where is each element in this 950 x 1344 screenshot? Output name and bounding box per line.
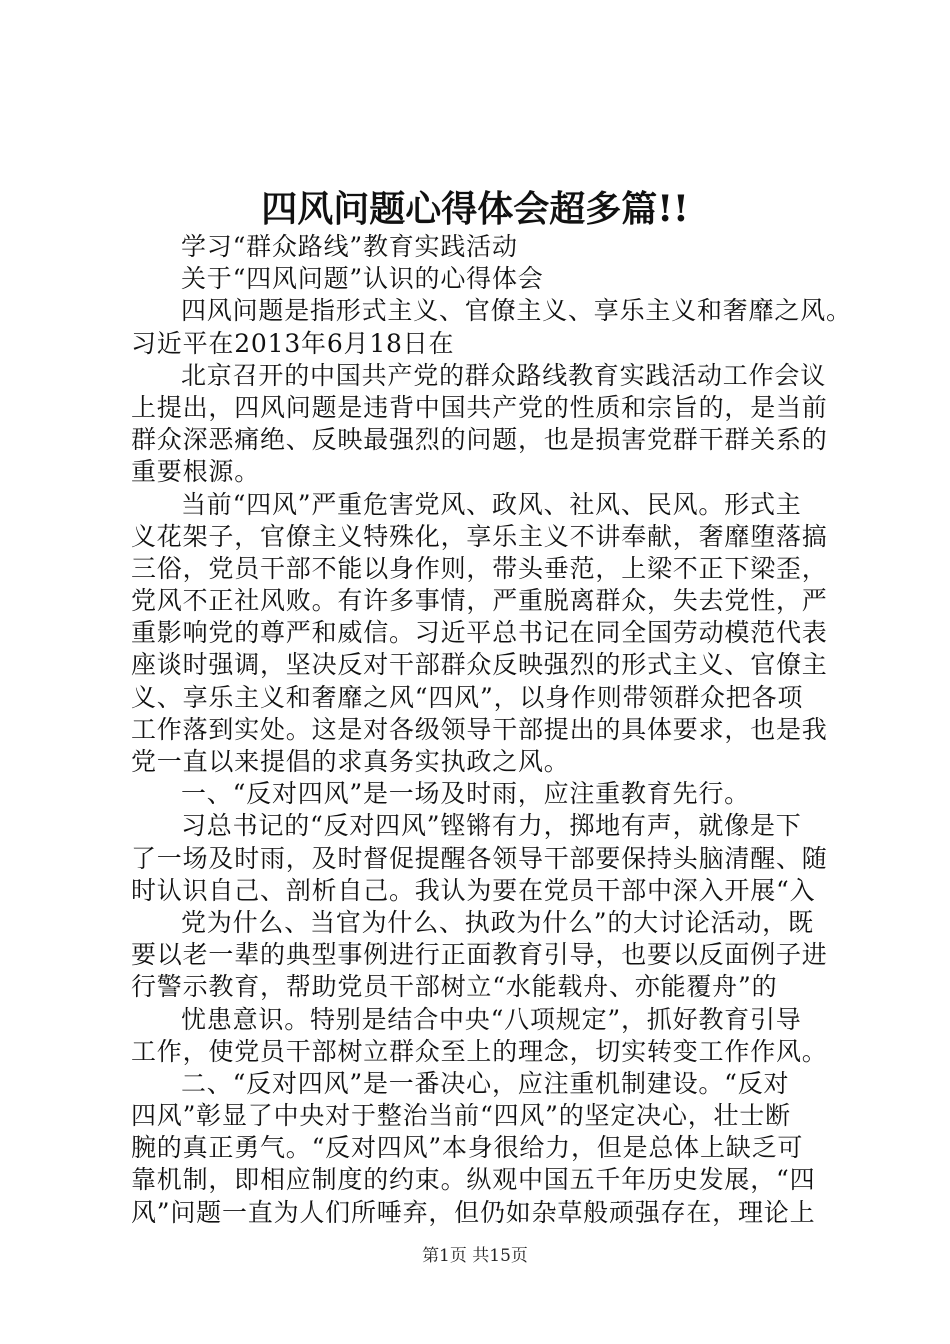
text-line: 行警示教育，帮助党员干部树立“水能载舟、亦能覆舟”的 xyxy=(131,972,778,1002)
text-line: 二、“反对四风”是一番决心，应注重机制建设。“反对 xyxy=(181,1068,790,1098)
text-line: 党风不正社风败。有许多事情，严重脱离群众，失去党性，严 xyxy=(131,586,828,616)
text-line: 群众深恶痛绝、反映最强烈的问题，也是损害党群干群关系的 xyxy=(131,425,828,455)
text-line: 三俗，党员干部不能以身作则，带头垂范，上梁不正下梁歪， xyxy=(131,553,828,583)
page-footer: 第1页 共15页 xyxy=(422,1246,528,1266)
document-body xyxy=(131,231,852,1229)
text-line: 靠机制，即相应制度的约束。纵观中国五千年历史发展，“四 xyxy=(131,1165,816,1195)
text-line: 党一直以来提倡的求真务实执政之风。 xyxy=(131,747,570,776)
text-line: 工作落到实处。这是对各级领导干部提出的具体要求，也是我 xyxy=(131,714,828,744)
text-line: 时认识自己、剖析自己。我认为要在党员干部中深入开展“入 xyxy=(131,875,816,905)
text-line: 重要根源。 xyxy=(131,457,261,487)
text-line: 习总书记的“反对四风”铿锵有力，掷地有声，就像是下 xyxy=(181,811,802,841)
text-line: 要以老一辈的典型事例进行正面教育引导，也要以反面例子进 xyxy=(131,940,828,970)
text-line: 重影响党的尊严和威信。习近平总书记在同全国劳动模范代表 xyxy=(131,618,828,648)
text-line: 当前“四风”严重危害党风、政风、社风、民风。形式主 xyxy=(181,489,802,519)
text-line: 工作，使党员干部树立群众至上的理念，切实转变工作作风。 xyxy=(131,1036,828,1066)
document-title: 四风问题心得体会超多篇!! xyxy=(261,188,689,230)
text-line: 习近平在2013年6月18日在 xyxy=(131,328,455,358)
text-line: 关于“四风问题”认识的心得体会 xyxy=(181,264,544,294)
text-line: 风”问题一直为人们所唾弃，但仍如杂草般顽强存在，理论上 xyxy=(131,1197,816,1227)
text-line: 了一场及时雨，及时督促提醒各领导干部要保持头脑清醒、随 xyxy=(131,843,828,873)
text-line: 义花架子，官僚主义特殊化，享乐主义不讲奉献，奢靡堕落搞 xyxy=(131,521,828,551)
text-line: 忧患意识。特别是结合中央“八项规定”，抓好教育引导 xyxy=(181,1004,802,1034)
text-line: 四风问题是指形式主义、官僚主义、享乐主义和奢靡之风。 xyxy=(181,296,852,326)
text-line: 北京召开的中国共产党的群众路线教育实践活动工作会议 xyxy=(181,360,827,390)
text-line: 座谈时强调，坚决反对干部群众反映强烈的形式主义、官僚主 xyxy=(131,650,828,680)
text-line: 义、享乐主义和奢靡之风“四风”，以身作则带领群众把各项 xyxy=(131,682,804,712)
text-line: 党为什么、当官为什么、执政为什么”的大讨论活动，既 xyxy=(181,907,814,937)
text-line: 四风”彰显了中央对于整治当前“四风”的坚定决心，壮士断 xyxy=(131,1101,791,1131)
text-line: 学习“群众路线”教育实践活动 xyxy=(181,232,518,261)
text-line: 腕的真正勇气。“反对四风”本身很给力，但是总体上缺乏可 xyxy=(131,1133,804,1163)
text-line: 上提出，四风问题是违背中国共产党的性质和宗旨的，是当前 xyxy=(131,392,828,422)
text-line: 一、“反对四风”是一场及时雨，应注重教育先行。 xyxy=(181,779,750,809)
